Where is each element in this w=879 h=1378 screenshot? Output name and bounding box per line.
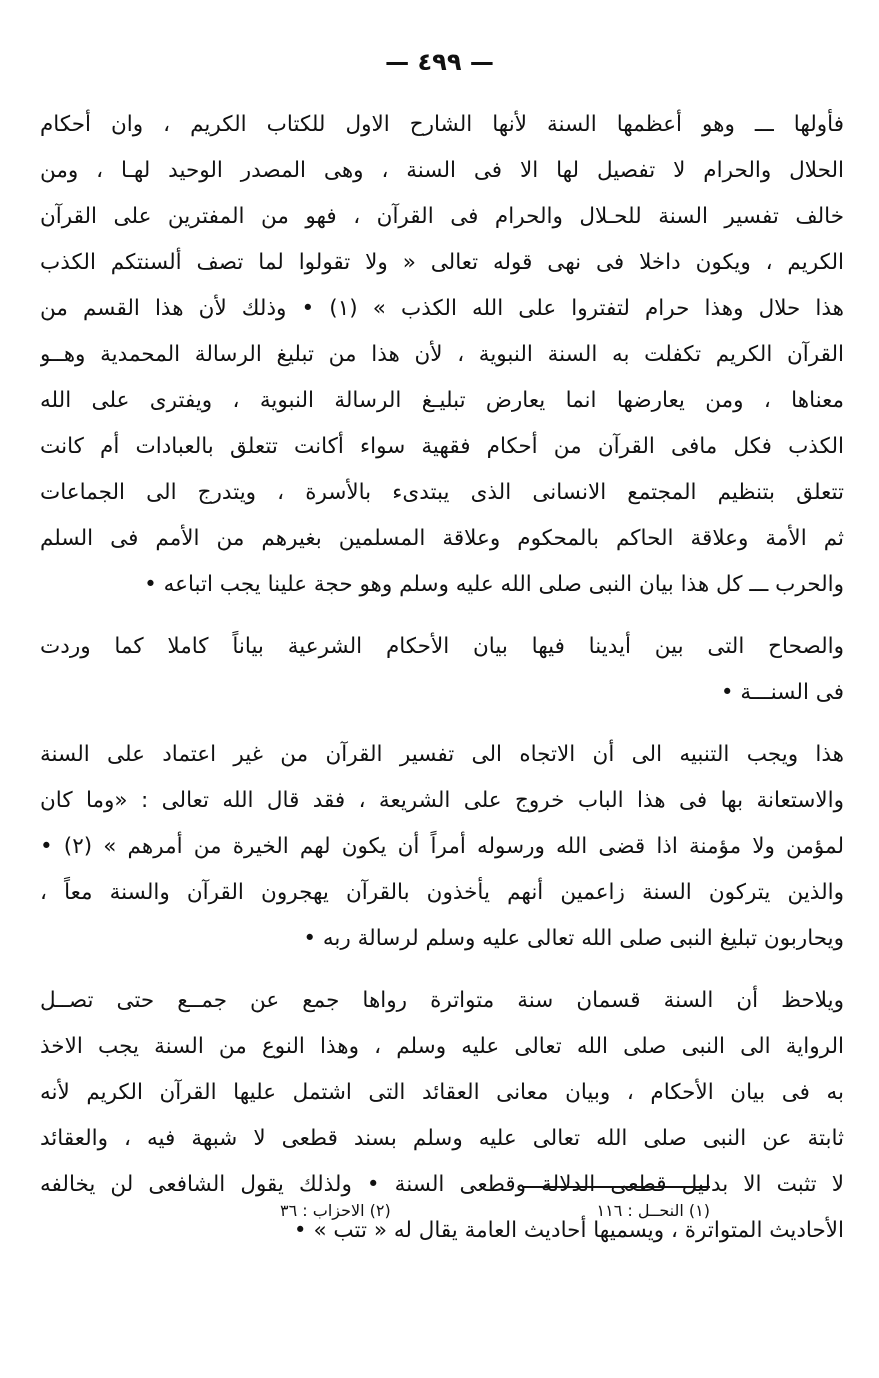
text-line: هذا حلال وهذا حرام لتفتروا على الله الكذب » (١) • وذلك لأن هذا القسم من	[40, 296, 844, 321]
text-line: ثم الأمة وعلاقة الحاكم بالمحكوم وعلاقة المسلمين بغيرهم من الأمم فى السلم	[40, 526, 844, 551]
text-line: هذا ويجب التنبيه الى أن الاتجاه الى تفسير القرآن من غير اعتماد على السنة	[40, 742, 844, 767]
text-line: الحلال والحرام لا تفصيل لها الا فى السنة ، وهى المصدر الوحيد لهـا ، ومن	[40, 158, 844, 183]
footnote-separator	[522, 1186, 710, 1188]
text-line: معناها ، ومن يعارضها انما يعارض تبليـغ الرسالة النبوية ، ويفترى على الله	[40, 388, 844, 413]
footnote-1: (١) النحــل : ١١٦	[596, 1201, 710, 1220]
text-line: ويلاحظ أن السنة قسمان سنة متواترة رواها جمع عن جمــع حتى تصــل	[40, 988, 844, 1013]
text-line: ويحاربون تبليغ النبى صلى الله تعالى عليه وسلم لرسالة ربه •	[303, 926, 844, 951]
paragraph	[40, 624, 844, 716]
text-line: لا تثبت الا بدليل قطعى الدلالة وقطعى السنة • ولذلك يقول الشافعى لن يخالفه	[40, 1172, 844, 1197]
text-line: الكذب فكل مافى القرآن من أحكام فقهية سواء أكانت تتعلق بالعبادات أم كانت	[40, 434, 844, 459]
body-text	[40, 102, 844, 1254]
text-line: تتعلق بتنظيم المجتمع الانسانى الذى يبتدىء بالأسرة ، ويتدرج الى الجماعات	[40, 480, 844, 505]
text-line: والاستعانة بها فى هذا الباب خروج على الشريعة ، فقد قال الله تعالى : «وما كان	[40, 788, 844, 813]
paragraph	[40, 732, 844, 962]
text-line: ثابتة عن النبى صلى الله تعالى عليه وسلم بسند قطعى لا شبهة فيه ، والعقائد	[40, 1126, 844, 1151]
paragraph-gap	[40, 716, 844, 732]
paragraph-gap	[40, 962, 844, 978]
paragraph-gap	[40, 608, 844, 624]
text-line: القرآن الكريم تكفلت به السنة النبوية ، لأن هذا من تبليغ الرسالة المحمدية وهــو	[40, 342, 844, 367]
text-line: الرواية الى النبى صلى الله تعالى عليه وسلم ، وهذا النوع من السنة يجب الاخذ	[40, 1034, 844, 1059]
text-line: والحرب ـــ كل هذا بيان النبى صلى الله عليه وسلم وهو حجة علينا يجب اتباعه •	[144, 572, 844, 597]
text-line: الكريم ، ويكون داخلا فى نهى قوله تعالى « ولا تقولوا لما تصف ألسنتكم الكذب	[40, 250, 844, 275]
text-line: لمؤمن ولا مؤمنة اذا قضى الله ورسوله أمراً أن يكون لهم الخيرة من أمرهم » (٢) •	[40, 834, 844, 859]
text-line: به فى بيان الأحكام ، وبيان معانى العقائد التى اشتمل عليها القرآن الكريم لأنه	[40, 1080, 844, 1105]
paragraph	[40, 102, 844, 608]
text-line: الأحاديث المتواترة ، ويسميها أحاديث العامة يقال له « تتب » •	[293, 1218, 844, 1243]
text-line: خالف تفسير السنة للحـلال والحرام فى القرآن ، فهو من المفترين على القرآن	[40, 204, 844, 229]
text-line: والذين يتركون السنة زاعمين أنهم يأخذون بالقرآن يهجرون القرآن والسنة معاً ،	[40, 880, 844, 905]
footnote-2: (٢) الاحزاب : ٣٦	[280, 1201, 391, 1220]
text-line: فى السنـــة •	[720, 680, 844, 705]
page-number: — ٤٩٩ —	[385, 48, 494, 76]
text-line: فأولها ـــ وهو أعظمها السنة لأنها الشارح الاول للكتاب الكريم ، وان أحكام	[40, 112, 844, 137]
text-line: والصحاح التى بين أيدينا فيها بيان الأحكام الشرعية بياناً كاملا كما وردت	[40, 634, 844, 659]
footnotes	[280, 1196, 710, 1226]
